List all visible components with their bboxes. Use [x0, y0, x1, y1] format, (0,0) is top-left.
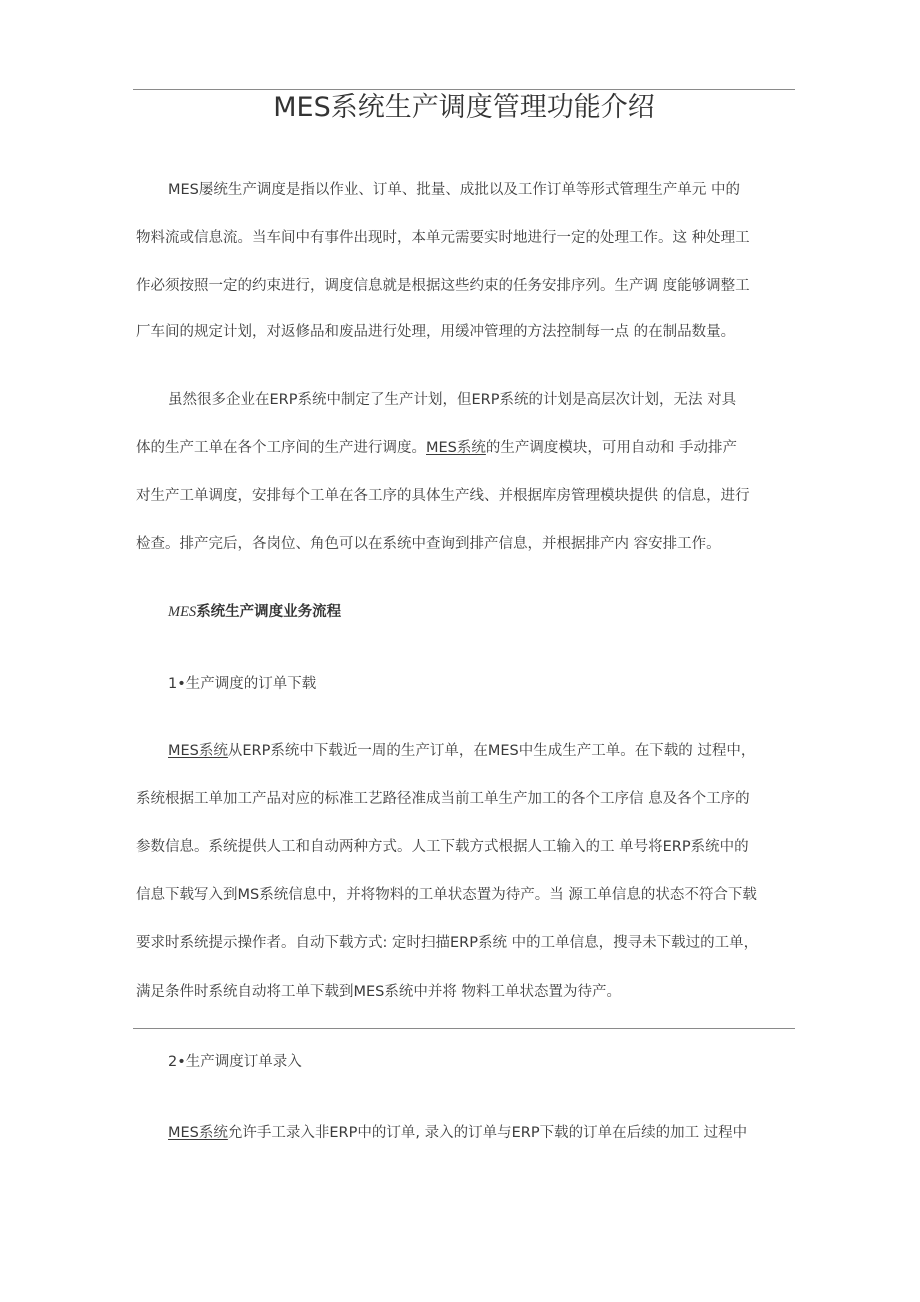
- mes-system-link[interactable]: MES系统: [168, 1125, 228, 1141]
- mes-system-link[interactable]: MES系统: [426, 440, 486, 456]
- section-heading-italic: MES: [168, 604, 197, 620]
- subsection-2-line-1: [168, 1123, 747, 1143]
- paragraph-1-line-3: 作必须按照一定的约束进行，调度信息就是根据这些约束的任务安排序列。生产调 度能够调整工: [136, 278, 750, 294]
- subsection-1-line-3: 参数信息。系统提供人工和自动两种方式。人工下载方式根据人工输入的工 单号将ERP系统中的: [136, 839, 749, 855]
- subsection-1-line-6: 满足条件时系统自动将工单下载到MES系统中并将 物料工单状态置为待产。: [136, 984, 621, 1000]
- subsection-1-line-5: 要求时系统提示操作者。自动下载方式: 定时扫描ERP系统 中的工单信息，搜寻未下载过的工单，: [136, 935, 759, 951]
- mes-system-link[interactable]: MES系统: [168, 743, 228, 759]
- paragraph-2-line-4: 检查。排产完后，各岗位、角色可以在系统中查询到排产信息，并根据排产内 容安排工作。: [136, 536, 721, 552]
- paragraph-1-line-4: 厂车间的规定计划，对返修品和废品进行处理，用缓冲管理的方法控制每一点 的在制品数量。: [136, 324, 736, 340]
- subsection-1-line-4: 信息下载写入到MS系统信息中，并将物料的工单状态置为待产。当 源工单信息的状态不符合下载: [136, 887, 757, 903]
- section-heading: [168, 602, 341, 622]
- page-break-rule: [133, 1028, 795, 1029]
- subsection-1-line-1-post: 从ERP系统中下载近一周的生产订单，在MES中生成生产工单。在下载的 过程中，: [227, 743, 756, 759]
- paragraph-1-line-1: MES屡统生产调度是指以作业、订单、批量、成批以及工作订单等形式管理生产单元 中的: [168, 182, 740, 198]
- section-heading-rest: 系统生产调度业务流程: [196, 604, 342, 620]
- subsection-1-line-2: 系统根据工单加工产品对应的标准工艺路径准成当前工单生产加工的各个工序信 息及各个工序的: [136, 791, 750, 807]
- subsection-2-line-1-post: 允许手工录入非ERP中的订单, 录入的订单与ERP下载的订单在后续的加工 过程中: [227, 1125, 748, 1141]
- subsection-1-heading: 1•生产调度的订单下载: [168, 676, 317, 692]
- subsection-1-line-1: [168, 741, 755, 761]
- page-title: MES系统生产调度管理功能介绍: [273, 92, 655, 123]
- paragraph-2-line-2-pre: 体的生产工单在各个工序间的生产进行调度。: [136, 440, 426, 456]
- paragraph-2-line-1: 虽然很多企业在ERP系统中制定了生产计划，但ERP系统的计划是高层次计划，无法 对具: [168, 392, 737, 408]
- paragraph-2-line-3: 对生产工单调度，安排每个工单在各工序的具体生产线、并根据库房管理模块提供 的信息，进行: [136, 488, 750, 504]
- paragraph-2-line-2: [136, 438, 737, 458]
- subsection-2-heading: 2•生产调度订单录入: [168, 1054, 302, 1070]
- paragraph-2-line-2-post: 的生产调度模块，可用自动和 手动排产: [485, 440, 737, 456]
- paragraph-1-line-2: 物料流或信息流。当车间中有事件出现时，本单元需要实时地进行一定的处理工作。这 种处理工: [136, 230, 750, 246]
